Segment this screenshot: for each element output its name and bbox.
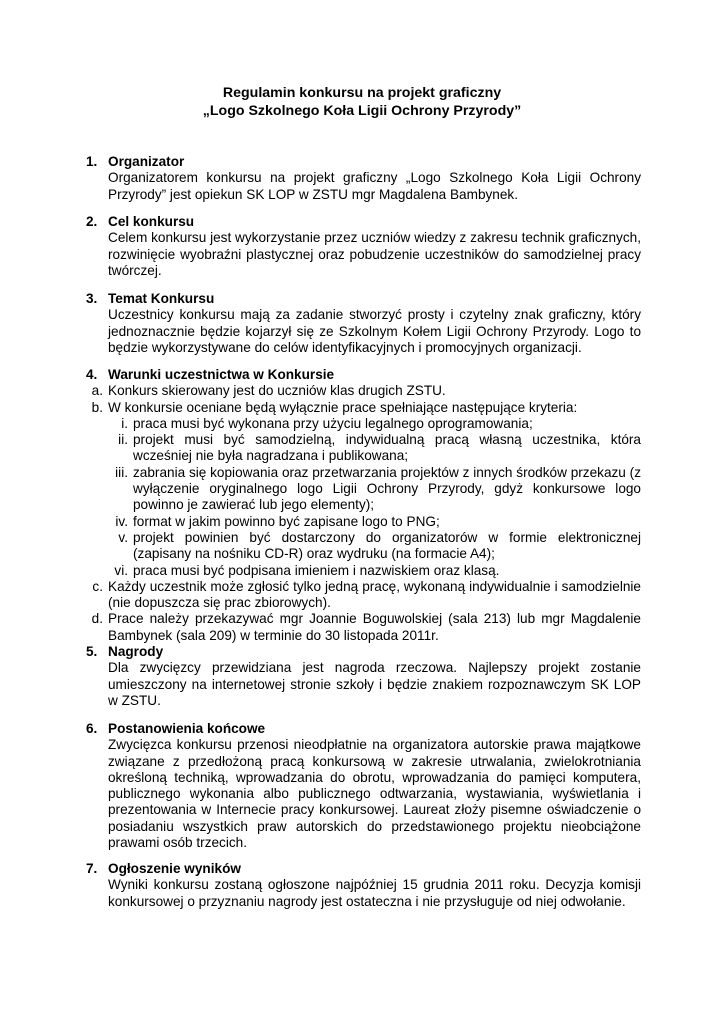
section-heading: Postanowienia końcowe: [108, 721, 266, 736]
list-item: [86, 400, 641, 416]
section-number: 4.: [86, 367, 98, 382]
section-number: 7.: [86, 861, 98, 876]
section-number: 6.: [86, 721, 98, 736]
list-marker: a.: [91, 383, 103, 399]
section-body: Dla zwycięzcy przewidziana jest nagroda rzeczowa. Najlepszy projekt zostanie umieszczony na internetowej stronie szkoły i będzie znakiem rozpoznawczym SK LOP w ZSTU.: [108, 660, 641, 708]
section-heading: Nagrody: [108, 644, 164, 659]
section-heading: Warunki uczestnictwa w Konkursie: [108, 367, 335, 382]
list-text: praca musi być wykonana przy użyciu legalnego oprogramowania;: [133, 415, 533, 431]
criteria-item: [108, 514, 641, 530]
section-heading: Ogłoszenie wyników: [108, 861, 241, 876]
section-number: 5.: [86, 644, 98, 659]
section-warunki-uczestnictwa: [86, 367, 641, 644]
list-text: Prace należy przekazywać mgr Joannie Boguwolskiej (sala 213) lub mgr Magdalenie Bambynek (sala 209) w terminie do 30 listopada 2011r.: [108, 611, 641, 643]
document-title-line-1: Regulamin konkursu na projekt graficzny: [222, 85, 502, 101]
list-marker: v.: [118, 529, 128, 545]
section-body: Uczestnicy konkursu mają za zadanie stworzyć prosty i czytelny znak graficzny, który jednoznacznie będzie kojarzył się ze Szkolnym Kołem Ligii Ochrony Przyrody. Logo to będzie wykorzystywane do celów identyfikacyjnych i promocyjnych organizacji.: [108, 307, 641, 355]
section-number: 2.: [86, 214, 98, 229]
section-heading: Temat Konkursu: [108, 291, 215, 306]
criteria-item: [108, 530, 641, 563]
list-text: format w jakim powinno być zapisane logo to PNG;: [133, 513, 440, 529]
list-marker: iii.: [115, 464, 128, 480]
list-text: projekt musi być samodzielną, indywidualną pracą własną uczestnika, która wcześniej nie była nagradzana i publikowana;: [133, 432, 641, 464]
criteria-item: [108, 563, 641, 579]
section-body: Wyniki konkursu zostaną ogłoszone najpóźniej 15 grudnia 2011 roku. Decyzja komisji konkursowej o przyznaniu nagrody jest ostateczna i nie przysługuje od niej odwołanie.: [108, 877, 641, 909]
section-number: 3.: [86, 291, 98, 306]
section-ogloszenie-wynikow: [86, 861, 641, 910]
section-heading: Cel konkursu: [108, 214, 195, 229]
section-heading: Organizator: [108, 154, 185, 169]
list-marker: d.: [91, 611, 103, 627]
list-text: Konkurs skierowany jest do uczniów klas drugich ZSTU.: [108, 383, 446, 399]
criteria-item: [108, 465, 641, 514]
section-cel-konkursu: [86, 214, 641, 279]
section-organizator: [86, 154, 641, 203]
section-body: Zwycięzca konkursu przenosi nieodpłatnie na organizatora autorskie prawa majątkowe związane z przedłożoną pracą konkursową w zakresie utrwalania, zwielokrotniania określoną techniką, wprowadzania do obrotu, wprowadzania do pamięci komputera, publicznego wykonania albo publicznego odtwarzania, wystawiania, wyświetlania i prezentowania w Internecie pracy konkursowej. Laureat złoży pisemne oświadczenie o posiadaniu wszystkich praw autorskich do przedstawionego projektu nieobciążone prawami osób trzecich.: [108, 737, 641, 851]
section-postanowienia-koncowe: [86, 721, 641, 851]
section-body: Organizatorem konkursu na projekt graficzny „Logo Szkolnego Koła Ligii Ochrony Przyrody” jest opiekun SK LOP w ZSTU mgr Magdalena Bambynek.: [108, 170, 641, 202]
criteria-item: [108, 416, 641, 432]
criteria-item: [108, 432, 641, 465]
list-text: praca musi być podpisana imieniem i nazwiskiem oraz klasą.: [133, 562, 500, 578]
list-text: projekt powinien być dostarczony do organizatorów w formie elektronicznej (zapisany na nośniku CD-R) oraz wydruku (na formacie A4);: [133, 529, 641, 562]
document-title-line-2: „Logo Szkolnego Koła Ligii Ochrony Przyrody”: [202, 103, 522, 119]
list-marker: vi.: [114, 562, 128, 578]
section-temat-konkursu: [86, 291, 641, 356]
section-body: Celem konkursu jest wykorzystanie przez uczniów wiedzy z zakresu technik graficznych, rozwinięcie wyobraźni plastycznej oraz pobudzenie uczestników do samodzielnej pracy twórczej.: [108, 230, 641, 278]
list-text: W konkursie oceniane będą wyłącznie prace spełniające następujące kryteria:: [108, 399, 578, 415]
list-marker: ii.: [118, 432, 128, 448]
section-number: 1.: [86, 154, 98, 169]
list-marker: iv.: [115, 513, 128, 529]
list-marker: c.: [92, 578, 103, 594]
section-nagrody: [86, 644, 641, 709]
list-item: [86, 579, 641, 612]
list-text: Każdy uczestnik może zgłosić tylko jedną pracę, wykonaną indywidualnie i samodzielnie (nie dopuszcza się prac zbiorowych).: [108, 578, 641, 611]
list-item: [86, 611, 641, 644]
list-text: zabrania się kopiowania oraz przetwarzania projektów z innych środków przekazu (z wyłączenie oryginalnego logo Ligii Ochrony Przyrody, gdyż konkursowe logo powinno je zawierać lub jego elementy);: [133, 464, 641, 513]
list-marker: b.: [91, 399, 103, 415]
list-item: [86, 383, 641, 399]
list-marker: i.: [121, 415, 128, 431]
